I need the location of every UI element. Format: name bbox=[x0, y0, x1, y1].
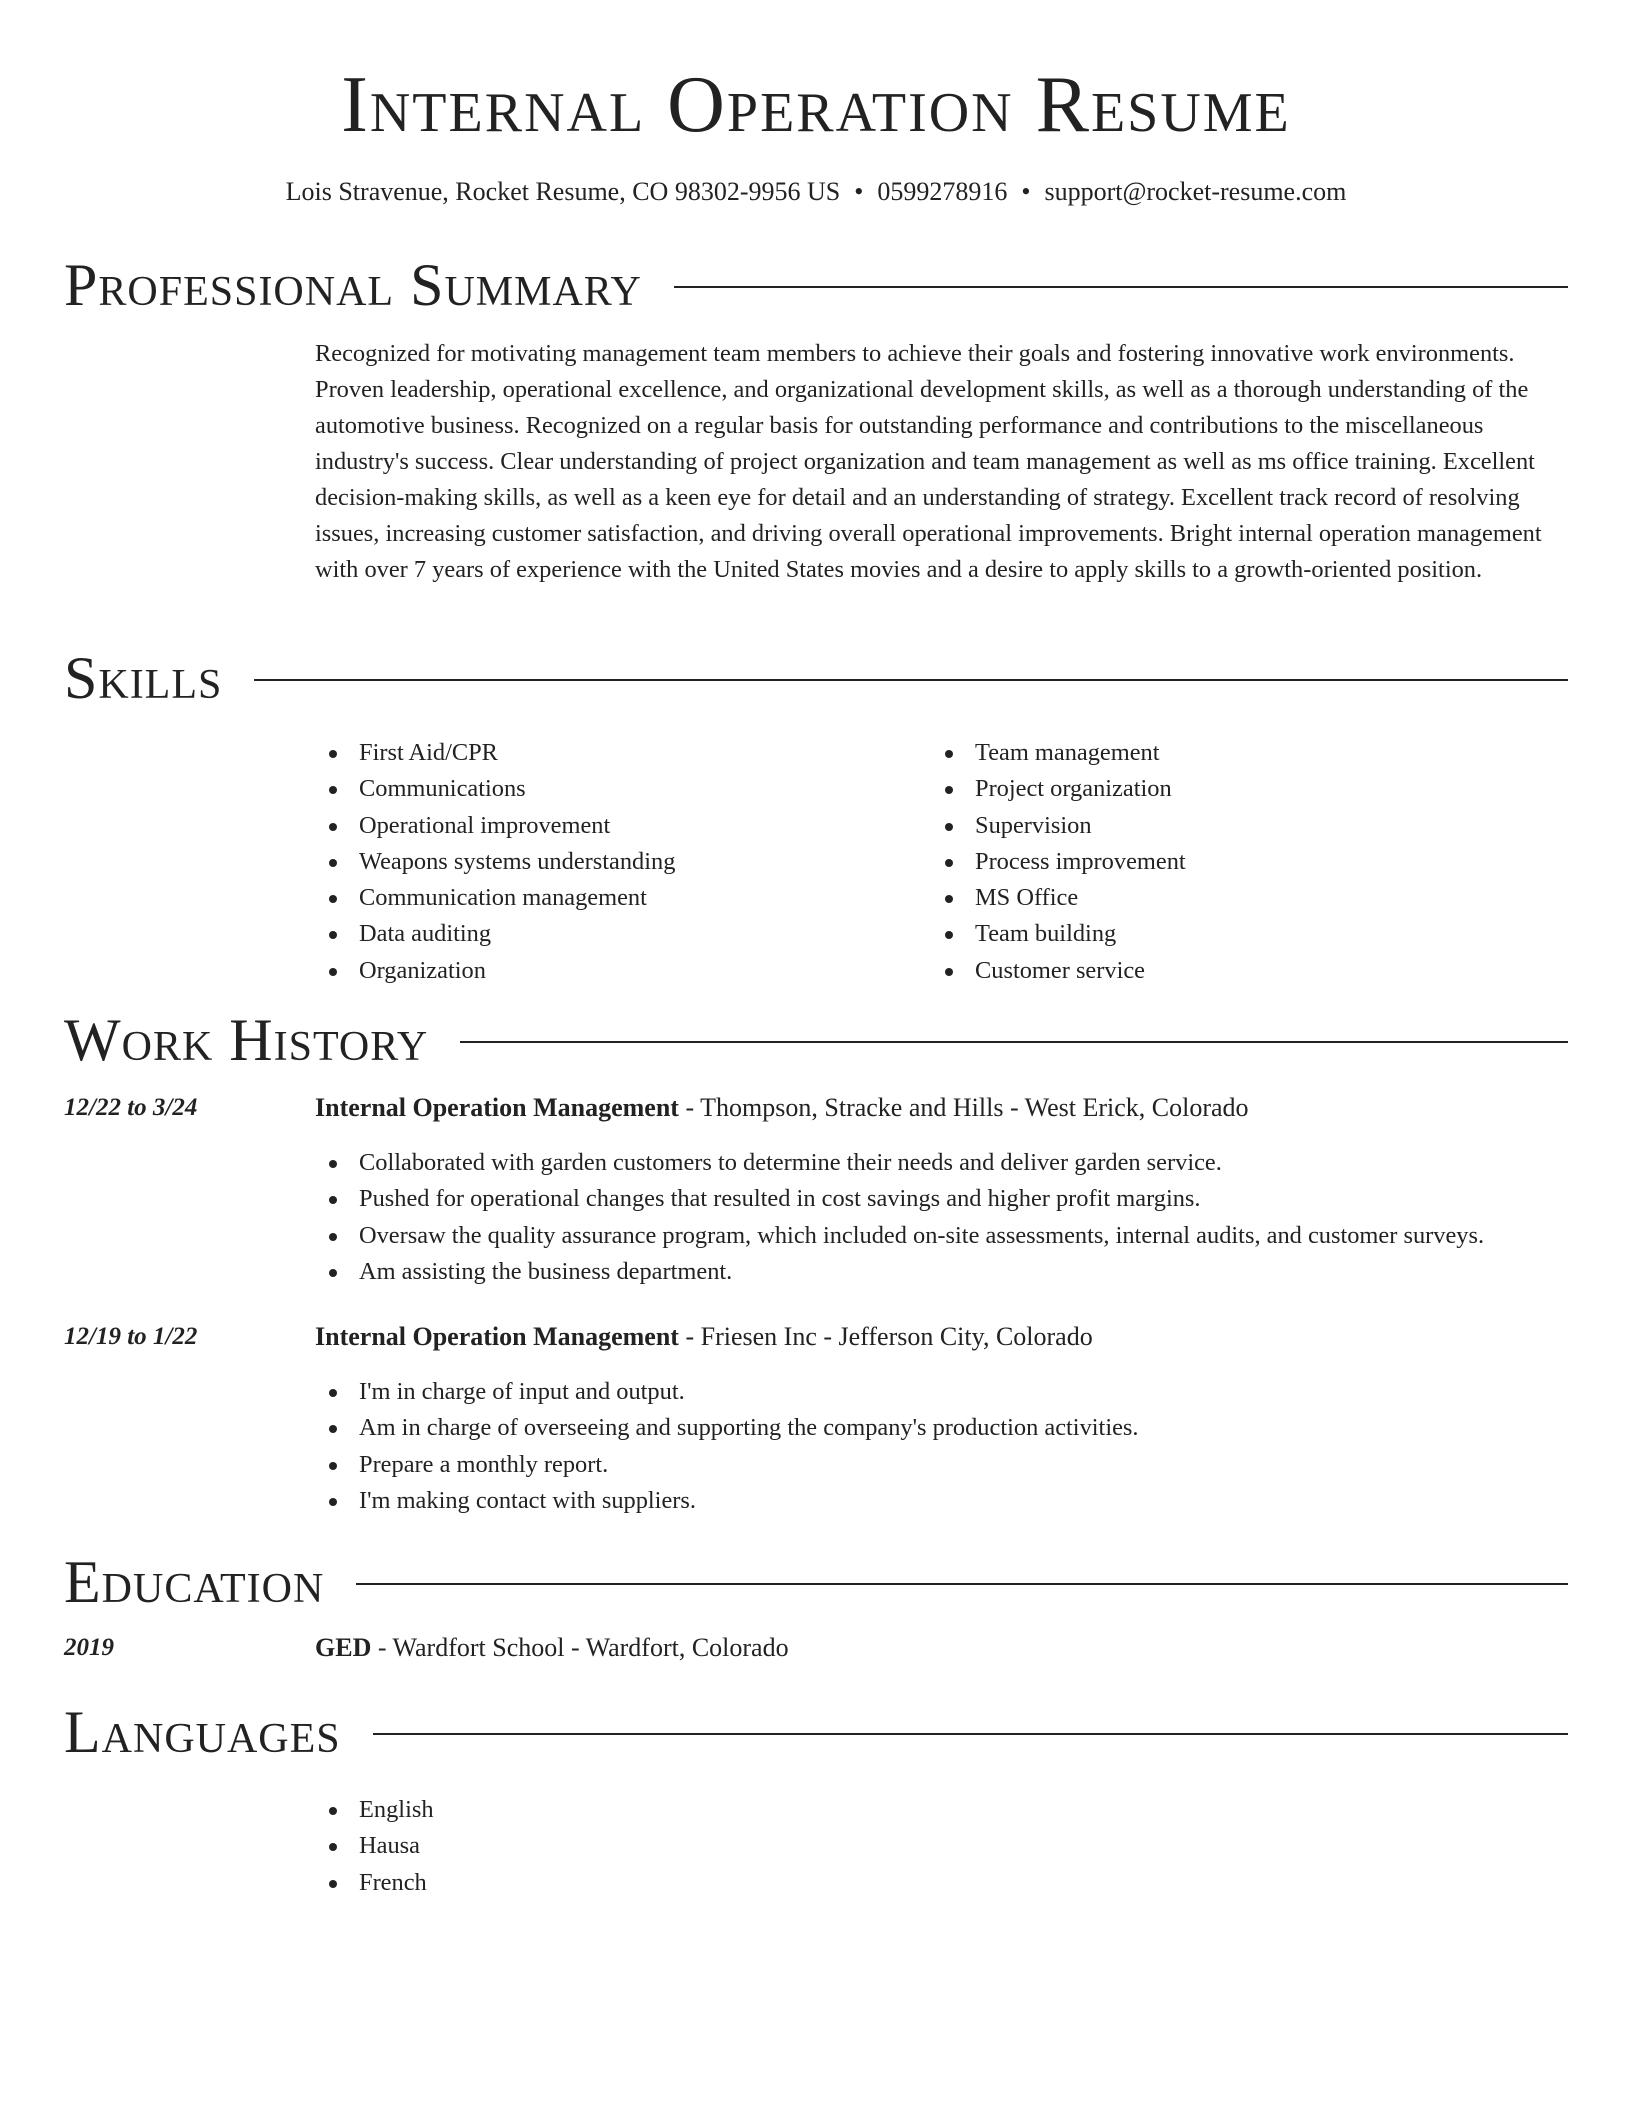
job-details: - Thompson, Stracke and Hills - West Erick, Colorado bbox=[678, 1093, 1249, 1122]
bullet-dot bbox=[329, 1462, 337, 1470]
section-divider bbox=[356, 1583, 1568, 1585]
skill-item: Communications bbox=[315, 771, 915, 807]
job-bullet: Oversaw the quality assurance program, which included on-site assessments, internal audits, and customer surveys. bbox=[315, 1218, 1570, 1254]
summary-text: Recognized for motivating management team members to achieve their goals and fostering innovative work environments. Proven leadership, operational excellence, and organizational development skills, as well as a thorough understanding of the automotive business. Recognized on a regular basis for outstanding performance and contributions to the miscellaneous industry's success. Clear understanding of project organization and team management as well as ms office training. Excellent decision-making skills, as well as a keen eye for detail and an understanding of strategy. Excellent track record of resolving issues, increasing customer satisfaction, and driving overall operational improvements. Bright internal operation management with over 7 years of experience with the United States movies and a desire to apply skills to a growth-oriented position. bbox=[315, 340, 1542, 583]
bullet-dot bbox=[945, 823, 953, 831]
contact-separator: • bbox=[1021, 177, 1031, 206]
email-address: support@rocket-resume.com bbox=[1044, 177, 1347, 206]
bullet-dot bbox=[945, 931, 953, 939]
bullet-dot bbox=[329, 1498, 337, 1506]
language-item: French bbox=[315, 1865, 1570, 1901]
work-heading: Work History bbox=[64, 1007, 429, 1073]
job-bullet: I'm in charge of input and output. bbox=[315, 1374, 1570, 1410]
bullet-dot bbox=[945, 968, 953, 976]
section-divider bbox=[254, 679, 1568, 681]
skills-list-left bbox=[315, 735, 915, 989]
bullet-dot bbox=[329, 786, 337, 794]
resume-title: Internal Operation Resume bbox=[341, 61, 1291, 149]
bullet-dot bbox=[945, 895, 953, 903]
education-section-header bbox=[64, 1547, 1568, 1617]
skill-item: Data auditing bbox=[315, 916, 915, 952]
skill-item: Operational improvement bbox=[315, 808, 915, 844]
bullet-dot bbox=[329, 1843, 337, 1851]
bullet-dot bbox=[329, 968, 337, 976]
section-divider bbox=[674, 286, 1568, 288]
languages-section-header bbox=[64, 1697, 1568, 1767]
job-bullet: Prepare a monthly report. bbox=[315, 1447, 1570, 1483]
skills-heading: Skills bbox=[64, 645, 223, 711]
language-item: English bbox=[315, 1792, 1570, 1828]
section-divider bbox=[373, 1733, 1568, 1735]
job-bullet: I'm making contact with suppliers. bbox=[315, 1483, 1570, 1519]
phone-number: 0599278916 bbox=[877, 177, 1008, 206]
summary-heading: Professional Summary bbox=[64, 252, 642, 318]
skill-item: Organization bbox=[315, 953, 915, 989]
skill-item: Communication management bbox=[315, 880, 915, 916]
education-heading: Education bbox=[64, 1549, 325, 1615]
skill-item: Supervision bbox=[931, 808, 1531, 844]
bullet-dot bbox=[945, 786, 953, 794]
job-bullet: Am assisting the business department. bbox=[315, 1254, 1570, 1290]
job-bullet: Am in charge of overseeing and supporting the company's production activities. bbox=[315, 1410, 1570, 1446]
bullet-dot bbox=[329, 750, 337, 758]
bullet-dot bbox=[945, 750, 953, 758]
skill-item: First Aid/CPR bbox=[315, 735, 915, 771]
skill-item: Process improvement bbox=[931, 844, 1531, 880]
education-entry bbox=[315, 1630, 789, 1666]
contact-separator: • bbox=[854, 177, 864, 206]
bullet-dot bbox=[329, 895, 337, 903]
education-degree: GED bbox=[315, 1633, 372, 1662]
education-details: - Wardfort School - Wardfort, Colorado bbox=[371, 1633, 789, 1662]
job-dates: 12/22 to 3/24 bbox=[64, 1094, 198, 1121]
bullet-dot bbox=[329, 1269, 337, 1277]
skill-item: Team building bbox=[931, 916, 1531, 952]
bullet-dot bbox=[329, 859, 337, 867]
bullet-dot bbox=[329, 1389, 337, 1397]
bullet-dot bbox=[329, 823, 337, 831]
bullet-dot bbox=[329, 1807, 337, 1815]
work-section-header bbox=[64, 1005, 1568, 1075]
job-dates: 12/19 to 1/22 bbox=[64, 1323, 198, 1350]
bullet-dot bbox=[945, 859, 953, 867]
job-role: Internal Operation Management bbox=[315, 1322, 679, 1351]
skill-item: Team management bbox=[931, 735, 1531, 771]
job-bullets bbox=[315, 1374, 1570, 1519]
job-heading bbox=[315, 1319, 1093, 1355]
education-year: 2019 bbox=[64, 1634, 114, 1661]
summary-section-header bbox=[64, 250, 1568, 320]
languages-heading: Languages bbox=[64, 1699, 341, 1765]
bullet-dot bbox=[329, 1425, 337, 1433]
skill-item: Project organization bbox=[931, 771, 1531, 807]
job-role: Internal Operation Management bbox=[315, 1093, 679, 1122]
bullet-dot bbox=[329, 1233, 337, 1241]
skills-section-header bbox=[64, 643, 1568, 713]
address: Lois Stravenue, Rocket Resume, CO 98302-9956 US bbox=[285, 177, 841, 206]
bullet-dot bbox=[329, 1880, 337, 1888]
bullet-dot bbox=[329, 931, 337, 939]
bullet-dot bbox=[329, 1196, 337, 1204]
skill-item: Weapons systems understanding bbox=[315, 844, 915, 880]
languages-list bbox=[315, 1792, 1570, 1901]
job-bullet: Pushed for operational changes that resulted in cost savings and higher profit margins. bbox=[315, 1181, 1570, 1217]
language-item: Hausa bbox=[315, 1828, 1570, 1864]
contact-line bbox=[0, 172, 1632, 212]
job-details: - Friesen Inc - Jefferson City, Colorado bbox=[678, 1322, 1093, 1351]
job-bullet: Collaborated with garden customers to determine their needs and deliver garden service. bbox=[315, 1145, 1570, 1181]
bullet-dot bbox=[329, 1160, 337, 1168]
skills-list-right bbox=[931, 735, 1531, 989]
skill-item: Customer service bbox=[931, 953, 1531, 989]
section-divider bbox=[460, 1041, 1568, 1043]
job-bullets bbox=[315, 1145, 1570, 1290]
job-heading bbox=[315, 1090, 1249, 1126]
skill-item: MS Office bbox=[931, 880, 1531, 916]
